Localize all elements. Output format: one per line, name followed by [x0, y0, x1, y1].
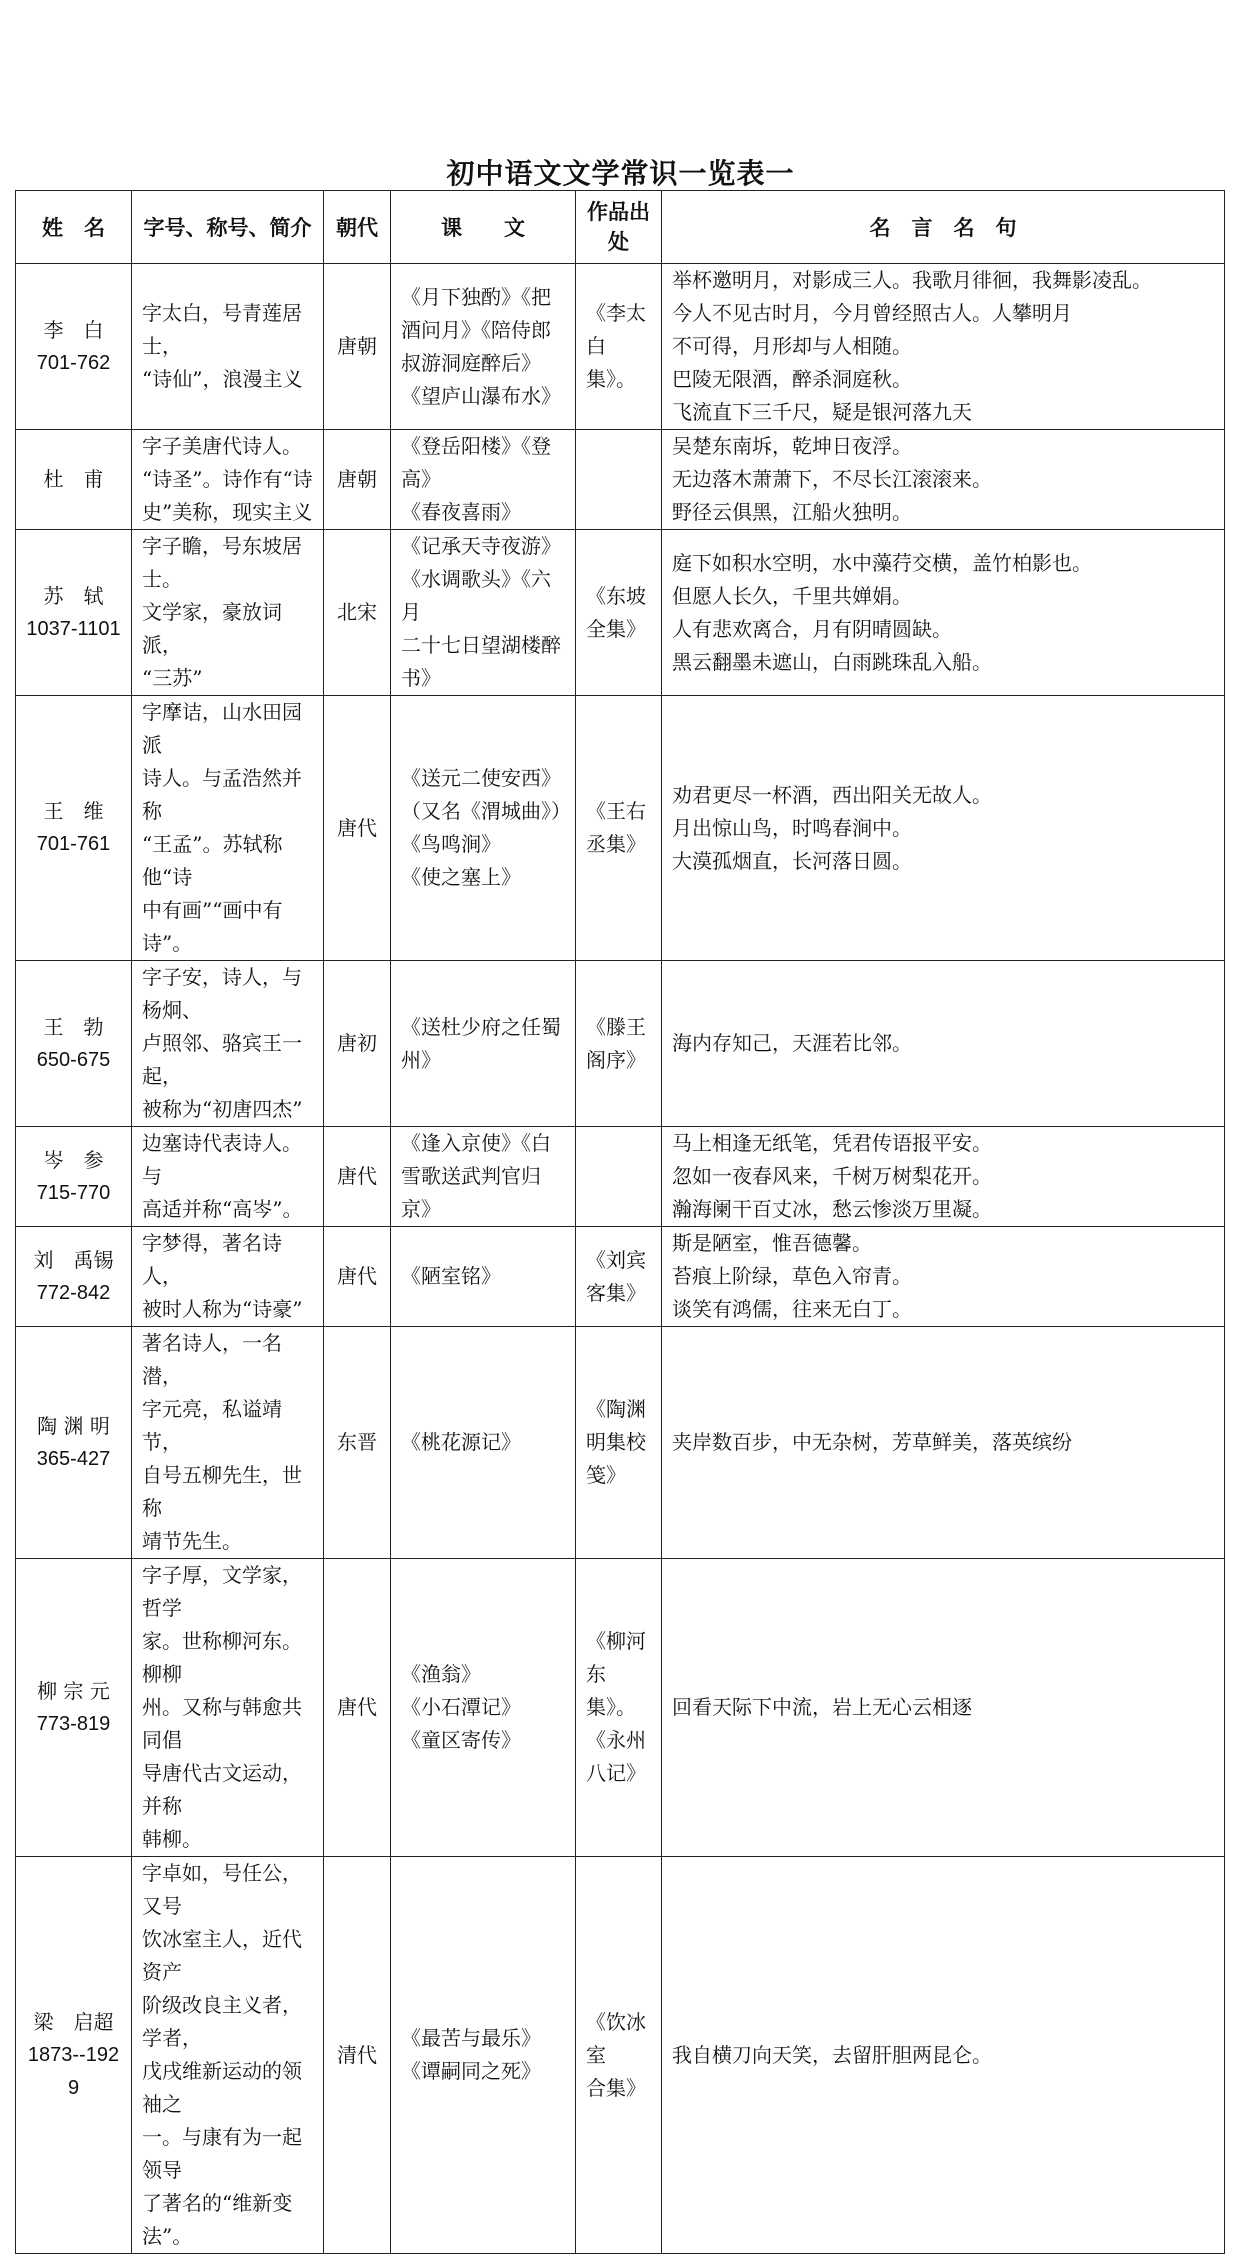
- works-cell: [391, 961, 576, 1127]
- intro-cell: [132, 1857, 324, 2254]
- source-cell: [576, 264, 662, 430]
- quote-line: 举杯邀明月，对影成三人。我歌月徘徊，我舞影凌乱。: [672, 268, 1152, 292]
- source-line: 明集校: [586, 1430, 646, 1454]
- header-dynasty: 朝代: [324, 191, 391, 264]
- author-cell: [16, 1857, 132, 2254]
- author-cell: [16, 961, 132, 1127]
- source-line: 全集》: [586, 616, 646, 641]
- quote-line: 人有悲欢离合，月有阴晴圆缺。: [672, 616, 952, 641]
- header-quotes: 名 言 名 句: [662, 191, 1225, 264]
- author-cell: [16, 1327, 132, 1559]
- source-line: 《东坡: [586, 583, 646, 608]
- work-line: 《送元二使安西》: [401, 766, 561, 790]
- intro-line: 字子美唐代诗人。: [142, 434, 302, 458]
- intro-cell: [132, 530, 324, 696]
- quotes-cell: [662, 1327, 1225, 1559]
- quote-line: 回看天际下中流，岩上无心云相逐: [672, 1695, 972, 1719]
- author-name: 岑 参: [43, 1147, 104, 1172]
- intro-cell: [132, 1127, 324, 1227]
- work-line: 酒问月》《陪侍郎: [401, 317, 551, 342]
- quote-line: 飞流直下三千尺，疑是银河落九天: [672, 400, 972, 424]
- intro-line: 靖节先生。: [142, 1529, 242, 1553]
- dynasty-cell: 北宋: [324, 530, 391, 696]
- intro-line: 韩柳。: [142, 1827, 202, 1851]
- author-name: 柳 宗 元: [37, 1678, 110, 1703]
- work-line: 二十七日望湖楼醉: [401, 633, 561, 657]
- works-cell: [391, 696, 576, 961]
- author-years: 1873--1929: [27, 2043, 120, 2099]
- quote-line: 今人不见古时月，今月曾经照古人。人攀明月: [672, 301, 1072, 325]
- quotes-cell: [662, 961, 1225, 1127]
- works-cell: [391, 1857, 576, 2254]
- author-name: 梁 启超: [33, 2009, 114, 2034]
- quote-line: 劝君更尽一杯酒，西出阳关无故人。: [672, 782, 992, 807]
- work-line: 《逢入京使》《白: [401, 1131, 551, 1155]
- work-line: 《送杜少府之任蜀州》: [401, 1014, 561, 1072]
- work-line: 《望庐山瀑布水》: [401, 383, 561, 408]
- source-line: 客集》: [586, 1280, 646, 1305]
- author-cell: [16, 530, 132, 696]
- quote-line: 黑云翻墨未遮山，白雨跳珠乱入船。: [672, 649, 992, 674]
- source-line: 白集》。: [586, 334, 636, 391]
- header-works: 课 文: [391, 191, 576, 264]
- author-years: 650-675: [36, 1048, 111, 1071]
- source-line: 《王右: [586, 799, 646, 823]
- source-cell: [576, 1327, 662, 1559]
- work-line: 《小石潭记》: [401, 1695, 521, 1719]
- intro-cell: [132, 430, 324, 530]
- intro-line: 州。又称与韩愈共同倡: [142, 1695, 302, 1752]
- works-cell: [391, 1559, 576, 1857]
- author-years: 715-770: [36, 1181, 111, 1204]
- quotes-cell: [662, 264, 1225, 430]
- intro-cell: [132, 696, 324, 961]
- table-row: [16, 1127, 1225, 1227]
- dynasty-cell: 唐朝: [324, 430, 391, 530]
- quote-line: 苔痕上阶绿，草色入帘青。: [672, 1264, 912, 1288]
- quote-line: 大漠孤烟直，长河落日圆。: [672, 848, 912, 873]
- author-years: 772-842: [36, 1281, 111, 1304]
- page-title: 初中语文文学常识一览表一: [446, 157, 795, 190]
- intro-cell: [132, 1227, 324, 1327]
- author-name: 杜 甫: [43, 467, 104, 491]
- quotes-cell: [662, 696, 1225, 961]
- source-cell: [576, 696, 662, 961]
- dynasty-cell: 唐代: [324, 1559, 391, 1857]
- quotes-cell: [662, 1127, 1225, 1227]
- source-cell: [576, 530, 662, 696]
- intro-line: 饮冰室主人，近代资产: [142, 1927, 302, 1984]
- work-line: 《陋室铭》: [401, 1264, 501, 1288]
- quote-line: 月出惊山鸟，时鸣春涧中。: [672, 815, 912, 840]
- source-line: 合集》: [586, 2075, 646, 2100]
- author-years: 365-427: [36, 1447, 111, 1470]
- author-cell: [16, 1127, 132, 1227]
- author-years: 773-819: [36, 1712, 111, 1735]
- quote-line: 但愿人长久，千里共婵娟。: [672, 583, 912, 608]
- intro-line: “王孟”。苏轼称他“诗: [142, 832, 283, 889]
- works-cell: [391, 264, 576, 430]
- author-name: 李 白: [43, 317, 104, 342]
- intro-line: 字卓如，号任公，又号: [142, 1861, 302, 1918]
- intro-line: 诗人。与孟浩然并称: [142, 766, 302, 823]
- author-cell: [16, 430, 132, 530]
- intro-cell: [132, 961, 324, 1127]
- quote-line: 无边落木萧萧下，不尽长江滚滚来。: [672, 467, 992, 491]
- dynasty-cell: 东晋: [324, 1327, 391, 1559]
- works-cell: [391, 1127, 576, 1227]
- dynasty-cell: 唐代: [324, 1127, 391, 1227]
- intro-line: 边塞诗代表诗人。与: [142, 1131, 302, 1188]
- intro-cell: [132, 1327, 324, 1559]
- table-row: [16, 696, 1225, 961]
- source-line: 八记》: [586, 1761, 646, 1785]
- works-cell: [391, 430, 576, 530]
- source-line: 《饮冰室: [586, 2009, 646, 2067]
- work-line: 叔游洞庭醉后》: [401, 350, 541, 375]
- header-row: [16, 191, 1225, 264]
- intro-line: 自号五柳先生，世称: [142, 1463, 302, 1520]
- table-row: [16, 264, 1225, 430]
- quotes-cell: [662, 430, 1225, 530]
- intro-line: 字元亮，私谥靖节，: [142, 1397, 282, 1454]
- source-line: 丞集》: [586, 832, 646, 856]
- source-line: 《柳河: [586, 1629, 646, 1653]
- source-line: 东集》。: [586, 1662, 636, 1719]
- intro-line: 卢照邻、骆宾王一起，: [142, 1031, 302, 1088]
- intro-line: 文学家，豪放词派，: [142, 600, 282, 657]
- work-line: 《谭嗣同之死》: [401, 2059, 541, 2083]
- work-line: 《童区寄传》: [401, 1728, 521, 1752]
- source-line: 阁序》: [586, 1047, 646, 1072]
- source-cell: [576, 961, 662, 1127]
- quote-line: 海内存知己，天涯若比邻。: [672, 1031, 912, 1055]
- author-name: 陶 渊 明: [37, 1413, 110, 1438]
- intro-line: “诗圣”。诗作有“诗: [142, 467, 313, 491]
- intro-line: 被称为“初唐四杰”: [142, 1097, 303, 1121]
- source-line: 《刘宾: [586, 1247, 646, 1272]
- table-row: [16, 1227, 1225, 1327]
- quote-line: 谈笑有鸿儒，往来无白丁。: [672, 1297, 912, 1321]
- quote-line: 马上相逢无纸笔，凭君传语报平安。: [672, 1131, 992, 1155]
- dynasty-cell: 唐初: [324, 961, 391, 1127]
- intro-line: 中有画”“画中有诗”。: [142, 898, 283, 955]
- work-line: 《最苦与最乐》: [401, 2026, 541, 2050]
- quote-line: 我自横刀向天笑，去留肝胆两昆仑。: [672, 2042, 992, 2067]
- intro-line: 字太白，号青莲居士，: [142, 301, 302, 358]
- dynasty-cell: 唐代: [324, 1227, 391, 1327]
- intro-line: 字子瞻，号东坡居士。: [142, 534, 302, 591]
- quote-line: 吴楚东南坼，乾坤日夜浮。: [672, 434, 912, 458]
- table-row: [16, 530, 1225, 696]
- quotes-cell: [662, 530, 1225, 696]
- work-line: 《月下独酌》《把: [401, 284, 551, 309]
- author-cell: [16, 1559, 132, 1857]
- works-cell: [391, 530, 576, 696]
- quote-line: 庭下如积水空明，水中藻荇交横，盖竹柏影也。: [672, 550, 1092, 575]
- work-line: 《水调歌头》《六月: [401, 567, 551, 624]
- intro-line: “诗仙”，浪漫主义: [142, 367, 303, 391]
- author-years: 701-761: [36, 833, 111, 855]
- work-line: 《桃花源记》: [401, 1430, 521, 1454]
- works-cell: [391, 1227, 576, 1327]
- intro-line: 著名诗人，一名潜，: [142, 1331, 282, 1388]
- intro-line: 高适并称“高岑”。: [142, 1197, 303, 1221]
- quote-line: 不可得，月形却与人相随。: [672, 334, 912, 358]
- quote-line: 忽如一夜春风来，千树万树梨花开。: [672, 1164, 992, 1188]
- work-line: 《记承天寺夜游》: [401, 534, 561, 558]
- source-line: 《滕王: [586, 1014, 646, 1039]
- author-years: 701-762: [36, 351, 111, 374]
- table-row: [16, 961, 1225, 1127]
- author-name: 王 勃: [43, 1014, 104, 1039]
- work-line: 雪歌送武判官归京》: [401, 1164, 541, 1221]
- source-cell: [576, 430, 662, 530]
- work-line: （又名《渭城曲》）: [401, 799, 571, 823]
- author-cell: [16, 1227, 132, 1327]
- source-line: 《永州: [586, 1728, 646, 1752]
- work-line: 《春夜喜雨》: [401, 500, 521, 524]
- source-line: 《李太: [586, 301, 646, 325]
- intro-line: 了著名的“维新变法”。: [142, 2191, 293, 2248]
- literature-table: [15, 190, 1225, 2254]
- intro-line: 家。世称柳河东。柳柳: [142, 1629, 302, 1686]
- author-name: 苏 轼: [43, 583, 104, 608]
- quote-line: 瀚海阑干百丈冰，愁云惨淡万里凝。: [672, 1197, 992, 1221]
- intro-line: 字摩诘，山水田园派: [142, 700, 302, 757]
- source-cell: [576, 1857, 662, 2254]
- source-cell: [576, 1559, 662, 1857]
- quote-line: 斯是陋室，惟吾德馨。: [672, 1231, 872, 1255]
- quotes-cell: [662, 1857, 1225, 2254]
- intro-line: 戊戌维新运动的领袖之: [142, 2059, 302, 2116]
- header-intro: 字号、称号、简介: [132, 191, 324, 264]
- table-row: [16, 1559, 1225, 1857]
- author-years: 1037-1101: [26, 617, 121, 640]
- header-source: 作品出处: [576, 191, 662, 264]
- source-cell: [576, 1127, 662, 1227]
- source-cell: [576, 1227, 662, 1327]
- work-line: 《登岳阳楼》《登高》: [401, 434, 551, 491]
- dynasty-cell: 清代: [324, 1857, 391, 2254]
- source-line: 笺》: [586, 1463, 626, 1487]
- quotes-cell: [662, 1559, 1225, 1857]
- author-name: 王 维: [43, 799, 104, 823]
- intro-line: 字子安，诗人，与杨炯、: [142, 965, 302, 1022]
- intro-line: 阶级改良主义者，学者，: [142, 1993, 302, 2050]
- work-line: 《渔翁》: [401, 1662, 481, 1686]
- intro-line: 一。与康有为一起领导: [142, 2125, 302, 2182]
- author-name: 刘 禹锡: [33, 1247, 114, 1272]
- table-row: [16, 1857, 1225, 2254]
- works-cell: [391, 1327, 576, 1559]
- table-row: [16, 430, 1225, 530]
- work-line: 《使之塞上》: [401, 865, 521, 889]
- dynasty-cell: 唐代: [324, 696, 391, 961]
- author-cell: [16, 696, 132, 961]
- quotes-cell: [662, 1227, 1225, 1327]
- intro-line: 导唐代古文运动，并称: [142, 1761, 302, 1818]
- quote-line: 夹岸数百步，中无杂树，芳草鲜美，落英缤纷: [672, 1430, 1072, 1454]
- intro-cell: [132, 1559, 324, 1857]
- intro-line: 被时人称为“诗豪”: [142, 1297, 303, 1321]
- header-name: 姓 名: [16, 191, 132, 264]
- intro-line: 字子厚，文学家，哲学: [142, 1563, 302, 1620]
- source-line: 《陶渊: [586, 1397, 646, 1421]
- author-cell: [16, 264, 132, 430]
- intro-line: 史”美称，现实主义: [142, 500, 313, 524]
- table-row: [16, 1327, 1225, 1559]
- intro-line: 字梦得，著名诗人，: [142, 1231, 282, 1288]
- intro-cell: [132, 264, 324, 430]
- intro-line: “三苏”: [142, 666, 203, 690]
- work-line: 《鸟鸣涧》: [401, 832, 501, 856]
- dynasty-cell: 唐朝: [324, 264, 391, 430]
- quote-line: 巴陵无限酒，醉杀洞庭秋。: [672, 367, 912, 391]
- quote-line: 野径云俱黑，江船火独明。: [672, 500, 912, 524]
- work-line: 书》: [401, 666, 441, 690]
